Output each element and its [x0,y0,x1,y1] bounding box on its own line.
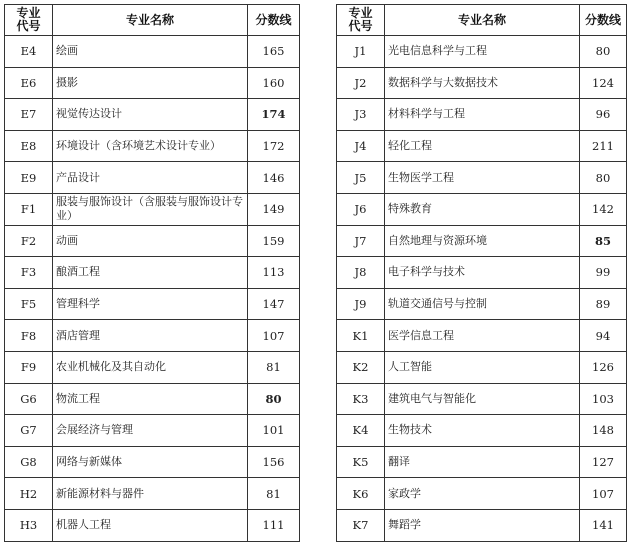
cutoff-score-cell: 147 [248,288,300,320]
header-code: 专业代号 [337,5,385,36]
table-row [337,257,627,289]
cutoff-score-cell: 146 [248,162,300,194]
table-row [5,415,300,447]
major-code-cell: F2 [5,225,53,257]
score-table-right-body [337,36,627,542]
cutoff-score-cell: 159 [248,225,300,257]
major-code-cell: K1 [337,320,385,352]
table-row [337,99,627,131]
major-name-cell: 轨道交通信号与控制 [385,288,580,320]
table-row [5,509,300,541]
cutoff-score-cell: 141 [580,509,627,541]
major-code-cell: E7 [5,99,53,131]
major-name-cell: 服装与服饰设计（含服装与服饰设计专业） [53,193,248,225]
major-code-cell: F1 [5,193,53,225]
major-code-cell: K5 [337,446,385,478]
cutoff-score-cell: 94 [580,320,627,352]
table-row [5,446,300,478]
cutoff-score-cell: 81 [248,351,300,383]
major-code-cell: H3 [5,509,53,541]
cutoff-score-cell: 96 [580,99,627,131]
table-row [337,67,627,99]
major-name-cell: 物流工程 [53,383,248,415]
cutoff-score-cell: 113 [248,257,300,289]
table-row [5,320,300,352]
header-score: 分数线 [580,5,627,36]
header-name: 专业名称 [53,5,248,36]
cutoff-score-cell: 80 [248,383,300,415]
major-code-cell: J7 [337,225,385,257]
major-name-cell: 农业机械化及其自动化 [53,351,248,383]
table-row [5,36,300,68]
table-row [5,383,300,415]
table-row [337,320,627,352]
major-code-cell: F5 [5,288,53,320]
major-name-cell: 舞蹈学 [385,509,580,541]
major-code-cell: F9 [5,351,53,383]
header-name: 专业名称 [385,5,580,36]
major-code-cell: F3 [5,257,53,289]
major-code-cell: E8 [5,130,53,162]
cutoff-score-cell: 85 [580,225,627,257]
cutoff-score-cell: 107 [248,320,300,352]
table-row [337,351,627,383]
major-code-cell: J9 [337,288,385,320]
cutoff-score-cell: 160 [248,67,300,99]
table-header-row [337,5,627,36]
table-row [5,257,300,289]
table-row [5,288,300,320]
major-name-cell: 绘画 [53,36,248,68]
table-row [5,478,300,510]
table-row [5,99,300,131]
table-header-row [5,5,300,36]
table-row [337,509,627,541]
major-name-cell: 人工智能 [385,351,580,383]
major-name-cell: 自然地理与资源环境 [385,225,580,257]
major-name-cell: 家政学 [385,478,580,510]
table-row [5,162,300,194]
table-row [337,193,627,225]
cutoff-score-cell: 80 [580,36,627,68]
cutoff-score-cell: 81 [248,478,300,510]
major-name-cell: 产品设计 [53,162,248,194]
major-name-cell: 新能源材料与器件 [53,478,248,510]
major-code-cell: J4 [337,130,385,162]
table-row [337,36,627,68]
table-row [337,446,627,478]
cutoff-score-cell: 148 [580,415,627,447]
major-name-cell: 生物医学工程 [385,162,580,194]
major-name-cell: 管理科学 [53,288,248,320]
cutoff-score-cell: 111 [248,509,300,541]
major-name-cell: 动画 [53,225,248,257]
major-name-cell: 翻译 [385,446,580,478]
cutoff-score-cell: 124 [580,67,627,99]
major-code-cell: K6 [337,478,385,510]
table-row [5,351,300,383]
table-row [5,130,300,162]
major-code-cell: K4 [337,415,385,447]
major-code-cell: F8 [5,320,53,352]
major-code-cell: K2 [337,351,385,383]
major-code-cell: G8 [5,446,53,478]
major-name-cell: 医学信息工程 [385,320,580,352]
major-name-cell: 机器人工程 [53,509,248,541]
major-code-cell: K3 [337,383,385,415]
major-code-cell: K7 [337,509,385,541]
major-name-cell: 网络与新媒体 [53,446,248,478]
table-row [337,478,627,510]
major-name-cell: 生物技术 [385,415,580,447]
score-table-left-body [5,36,300,542]
cutoff-score-cell: 103 [580,383,627,415]
cutoff-score-cell: 126 [580,351,627,383]
major-code-cell: G7 [5,415,53,447]
major-code-cell: E9 [5,162,53,194]
cutoff-score-cell: 89 [580,288,627,320]
major-name-cell: 摄影 [53,67,248,99]
cutoff-score-cell: 107 [580,478,627,510]
table-row [5,193,300,225]
major-name-cell: 数据科学与大数据技术 [385,67,580,99]
major-name-cell: 环境设计（含环境艺术设计专业） [53,130,248,162]
cutoff-score-cell: 127 [580,446,627,478]
table-row [337,162,627,194]
major-name-cell: 酿酒工程 [53,257,248,289]
major-name-cell: 特殊教育 [385,193,580,225]
major-code-cell: J2 [337,67,385,99]
major-code-cell: H2 [5,478,53,510]
major-code-cell: J3 [337,99,385,131]
major-name-cell: 电子科学与技术 [385,257,580,289]
major-code-cell: J1 [337,36,385,68]
cutoff-score-cell: 172 [248,130,300,162]
major-code-cell: G6 [5,383,53,415]
major-name-cell: 建筑电气与智能化 [385,383,580,415]
table-row [5,225,300,257]
table-row [5,67,300,99]
cutoff-score-cell: 99 [580,257,627,289]
cutoff-score-cell: 142 [580,193,627,225]
cutoff-score-cell: 174 [248,99,300,131]
cutoff-score-cell: 211 [580,130,627,162]
table-row [337,225,627,257]
header-code: 专业代号 [5,5,53,36]
score-table-left [4,4,300,542]
major-code-cell: E4 [5,36,53,68]
major-name-cell: 材料科学与工程 [385,99,580,131]
major-name-cell: 轻化工程 [385,130,580,162]
major-code-cell: E6 [5,67,53,99]
cutoff-score-cell: 165 [248,36,300,68]
major-name-cell: 酒店管理 [53,320,248,352]
major-code-cell: J5 [337,162,385,194]
cutoff-score-cell: 101 [248,415,300,447]
major-name-cell: 光电信息科学与工程 [385,36,580,68]
cutoff-score-cell: 149 [248,193,300,225]
major-name-cell: 视觉传达设计 [53,99,248,131]
table-row [337,383,627,415]
table-row [337,130,627,162]
major-name-cell: 会展经济与管理 [53,415,248,447]
cutoff-score-cell: 156 [248,446,300,478]
table-row [337,415,627,447]
score-table-right [336,4,627,542]
table-row [337,288,627,320]
major-code-cell: J6 [337,193,385,225]
major-code-cell: J8 [337,257,385,289]
cutoff-score-cell: 80 [580,162,627,194]
header-score: 分数线 [248,5,300,36]
